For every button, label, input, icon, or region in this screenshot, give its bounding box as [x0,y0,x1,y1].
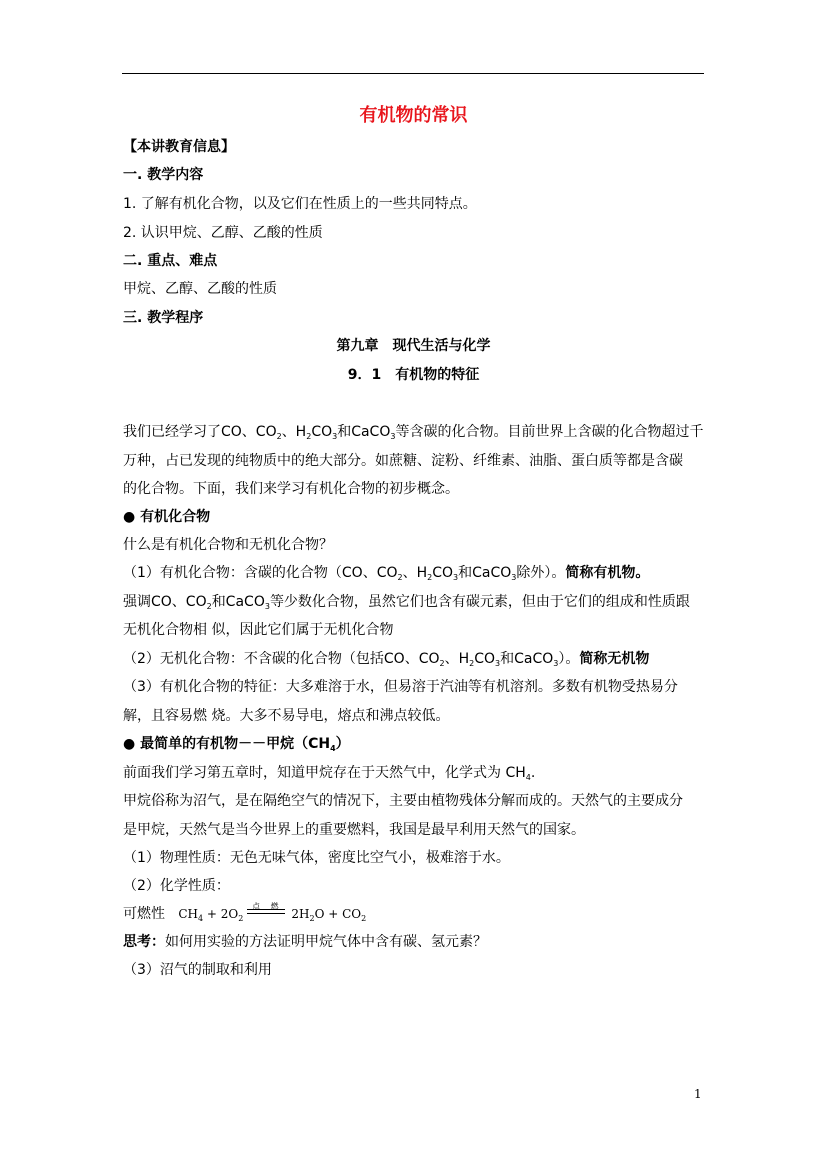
page-number: 1 [694,1087,702,1101]
reaction-arrow: 点 燃 [247,909,287,918]
heading-procedure: 三. 教学程序 [123,310,204,326]
emphasis-line1: 强调CO、$CO_2$和CaCO$_3$等少数化合物，虽然它们也含有碳元素，但由于它们的组成和性质跟 [123,594,690,611]
heading-key-points: 二. 重点、难点 [123,253,218,269]
content-item-2: 2. 认识甲烷、乙醇、乙酸的性质 [123,225,323,241]
methane-formula-line: 前面我们学习第五章时，知道甲烷存在于天然气中，化学式为 $CH_4$. [123,765,536,782]
biogas-heading: （3）沼气的制取和利用 [123,962,272,978]
methane-desc-line2: 是甲烷，天然气是当今世界上的重要燃料，我国是最早利用天然气的国家。 [123,822,585,838]
content-item-1: 1. 了解有机化合物，以及它们在性质上的一些共同特点。 [123,196,477,212]
definition-inorganic: （2）无机化合物：不含碳的化合物（包括CO、$CO_2$、$H_2CO_3$和CaCO$_3$）。简称无机物 [123,651,650,668]
physical-properties: （1）物理性质：无色无味气体，密度比空气小，极难溶于水。 [123,850,510,866]
thinking-question: 思考：如何用实验的方法证明甲烷气体中含有碳、氢元素？ [123,934,487,950]
chemical-properties: （2）化学性质： [123,878,230,894]
key-points-text: 甲烷、乙醇、乙酸的性质 [123,281,277,297]
combustion-equation: 可燃性 $CH_4 + 2O_2$ 点 燃 $2H_2O + CO_2$ [123,902,367,923]
section-title: 9．1 有机物的特征 [347,367,480,383]
heading-content: 一. 教学内容 [123,167,204,183]
header-rule [122,73,704,74]
paragraph-intro-line2: 万种，占已发现的纯物质中的绝大部分。如蔗糖、淀粉、纤维素、油脂、蛋白质等都是含碳 [123,453,683,469]
paragraph-intro-line1: 我们已经学习了CO、$CO_2$、$H_2CO_3$和CaCO$_3$等含碳的化合物。目前世界上含碳的化合物超过千 [123,424,704,441]
chapter-title: 第九章 现代生活与化学 [336,338,491,354]
organic-features-line2: 解，且容易燃 烧。大多不易导电，熔点和沸点较低。 [123,708,450,724]
question-organic-inorganic: 什么是有机化合物和无机化合物？ [123,537,333,553]
document-title: 有机物的常识 [359,105,468,126]
heading-organic-compounds: ● 有机化合物 [123,509,211,525]
paragraph-intro-line3: 的化合物。下面，我们来学习有机化合物的初步概念。 [123,481,459,497]
definition-organic: （1）有机化合物：含碳的化合物（CO、$CO_2$、$H_2CO_3$和CaCO$_3$除外）。简称有机物。 [123,565,650,582]
organic-features-line1: （3）有机化合物的特征：大多难溶于水，但易溶于汽油等有机溶剂。多数有机物受热易分 [123,679,678,695]
emphasis-line2: 无机化合物相 似，因此它们属于无机化合物 [123,622,394,638]
section-info-heading: 【本讲教育信息】 [123,139,235,155]
methane-desc-line1: 甲烷俗称为沼气，是在隔绝空气的情况下，主要由植物残体分解而成的。天然气的主要成分 [123,793,683,809]
heading-methane: ● 最简单的有机物－－甲烷$(CH_4)$ [123,736,350,753]
